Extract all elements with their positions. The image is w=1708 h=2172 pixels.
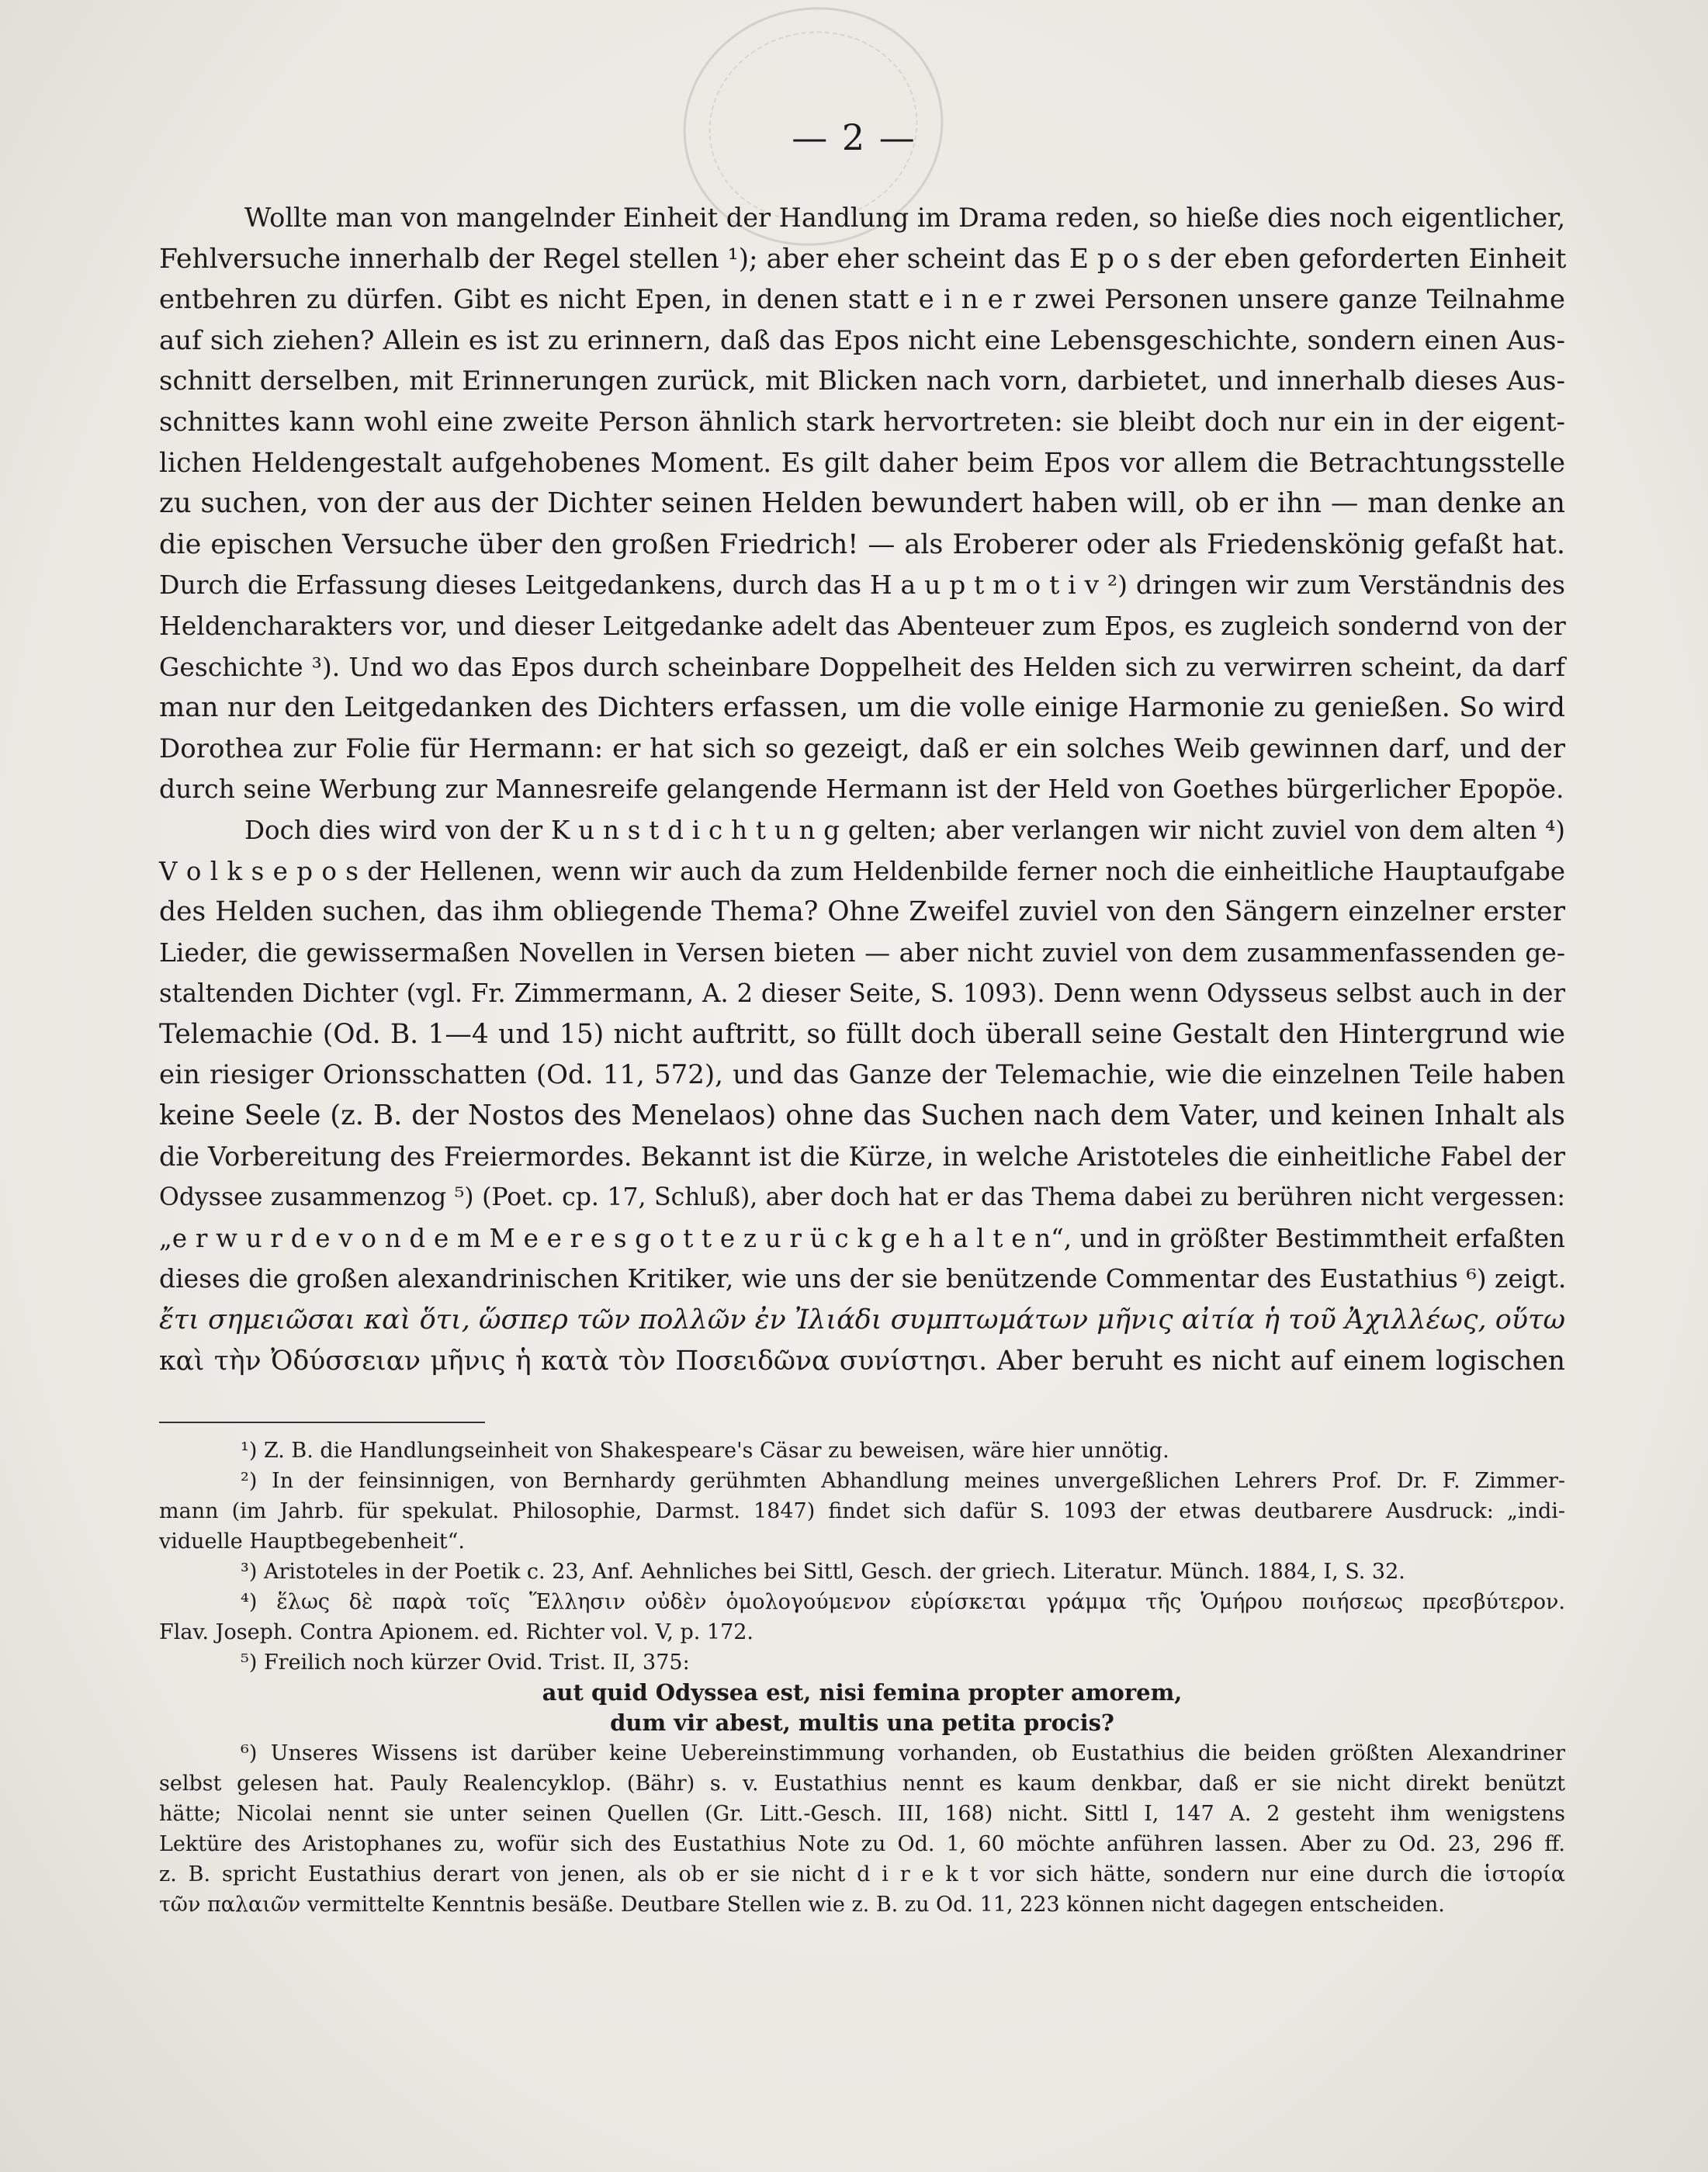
footnote-line: ⁶) Unseres Wissens ist darüber keine Uebereinstimmung vorhanden, ob Eustathius die beiden größten Alexandriner	[241, 1741, 1565, 1765]
text-line: Telemachie (Od. B. 1—4 und 15) nicht auftritt, so füllt doch überall seine Gestalt den Hintergrund wie	[159, 1018, 1565, 1050]
text-line: dieses die großen alexandrinischen Kritiker, wie uns der sie benützende Commentar des Eustathius ⁶) zeigt.	[159, 1263, 1567, 1294]
text-line: zu suchen, von der aus der Dichter seinen Helden bewundert haben will, ob er ihn — man denke an	[159, 487, 1565, 520]
text-line: des Helden suchen, das ihm obliegende Thema? Ohne Zweifel zuviel von den Sängern einzelner erster	[159, 896, 1565, 928]
footnote-separator	[159, 1422, 485, 1423]
verse-line: aut quid Odyssea est, nisi femina propter amorem,	[542, 1679, 1183, 1706]
footnote-line: z. B. spricht Eustathius derart von jenen, als ob er sie nicht d i r e k t vor sich hätte, sondern nur eine durch die ἱστορία	[159, 1862, 1565, 1886]
footnote-line: τῶν παλαιῶν vermittelte Kenntnis besäße. Deutbare Stellen wie z. B. zu Od. 11, 223 können nicht dagegen entscheiden.	[159, 1893, 1445, 1917]
text-line: καὶ τὴν Ὀδύσσειαν μῆνις ἡ κατὰ τὸν Ποσειδῶνα συνίστησι. Aber beruht es nicht auf einem logischen	[159, 1345, 1565, 1377]
footnote-line: viduelle Hauptbegebenheit“.	[159, 1529, 465, 1554]
text-line: keine Seele (z. B. der Nostos des Menelaos) ohne das Suchen nach dem Vater, und keinen Inhalt als	[159, 1100, 1565, 1132]
footnote-line: ⁴) ἕλως δὲ παρὰ τοῖς Ἕλλησιν οὐδὲν ὁμολογούμενον εὑρίσκεται γράμμα τῆς Ὁμήρου ποιήσεως πρεσβύτερον.	[241, 1590, 1565, 1614]
text-line: lichen Heldengestalt aufgehobenes Moment. Es gilt daher beim Epos vor allem die Betrachtungsstelle	[159, 447, 1565, 479]
text-line: Lieder, die gewissermaßen Novellen in Versen bieten — aber nicht zuviel von dem zusammenfassenden ge-	[159, 937, 1565, 968]
text-line: schnitt derselben, mit Erinnerungen zurück, mit Blicken nach vorn, darbietet, und innerhalb dieses Aus-	[159, 365, 1565, 397]
text-line: Fehlversuche innerhalb der Regel stellen ¹); aber eher scheint das E p o s der eben geforderten Einheit	[159, 243, 1567, 275]
text-line: Dorothea zur Folie für Hermann: er hat sich so gezeigt, daß er ein solches Weib gewinnen darf, und der	[159, 733, 1565, 764]
text-line: auf sich ziehen? Allein es ist zu erinnern, daß das Epos nicht eine Lebensgeschichte, sondern einen Aus-	[159, 324, 1565, 356]
text-line: ein riesiger Orionsschatten (Od. 11, 572), und das Ganze der Telemachie, wie die einzelnen Teile haben	[159, 1059, 1565, 1091]
main-text	[159, 198, 1565, 1381]
text-line: entbehren zu dürfen. Gibt es nicht Epen, in denen statt e i n e r zwei Personen unsere ganze Teilnahme	[159, 284, 1565, 316]
text-line: die epischen Versuche über den großen Friedrich! — als Eroberer oder als Friedenskönig gefaßt hat.	[159, 528, 1565, 560]
text-line: schnittes kann wohl eine zweite Person ähnlich stark hervortreten: sie bleibt doch nur ein in der eigent-	[159, 406, 1565, 438]
text-line: Doch dies wird von der K u n s t d i c h t u n g gelten; aber verlangen wir nicht zuviel von dem alten ⁴)	[244, 815, 1565, 845]
text-line: Wollte man von mangelnder Einheit der Handlung im Drama reden, so hieße dies noch eigentlicher,	[244, 203, 1566, 233]
footnote-line: mann (im Jahrb. für spekulat. Philosophie, Darmst. 1847) findet sich dafür S. 1093 der etwas deutbarere Ausdruck: „indi-	[159, 1499, 1565, 1523]
text-line: man nur den Leitgedanken des Dichters erfassen, um die volle einige Harmonie zu genießen. So wird	[159, 692, 1565, 724]
text-line: V o l k s e p o s der Hellenen, wenn wir auch da zum Heldenbilde ferner noch die einheitliche Hauptaufgabe	[159, 856, 1565, 886]
text-line: Geschichte ³). Und wo das Epos durch scheinbare Doppelheit des Helden sich zu verwirren scheint, da darf	[159, 651, 1565, 682]
footnote-line: ¹) Z. B. die Handlungseinheit von Shakespeare's Cäsar zu beweisen, wäre hier unnötig.	[241, 1439, 1169, 1463]
text-line: „e r w u r d e v o n d e m M e e r e s g o t t e z u r ü c k g e h a l t e n“, und in größter Bestimmtheit erfaßten	[159, 1223, 1565, 1253]
footnotes	[159, 1436, 1565, 1920]
verse-line: dum vir abest, multis una petita procis?	[610, 1710, 1114, 1736]
footnote-line: ⁵) Freilich noch kürzer Ovid. Trist. II, 375:	[241, 1651, 690, 1675]
text-line: Heldencharakters vor, und dieser Leitgedanke adelt das Abenteuer zum Epos, es zugleich sondernd von der	[159, 610, 1566, 641]
footnote-line: ²) In der feinsinnigen, von Bernhardy gerühmten Abhandlung meines unvergeßlichen Lehrers Prof. Dr. F. Zimmer-	[241, 1469, 1565, 1493]
text-line: durch seine Werbung zur Mannesreife gelangende Hermann ist der Held von Goethes bürgerlicher Epopöe.	[159, 774, 1564, 805]
greek-quote-line: ἔτι σημειῶσαι καὶ ὅτι, ὥσπερ τῶν πολλῶν ἐν Ἰλιάδι συμπτωμάτων μῆνις αἰτία ἡ τοῦ Ἀχιλλέως, οὕτω	[159, 1304, 1565, 1336]
text-line: Durch die Erfassung dieses Leitgedankens, durch das H a u p t m o t i v ²) dringen wir zum Verständnis des	[159, 570, 1565, 601]
text-line: staltenden Dichter (vgl. Fr. Zimmermann, A. 2 dieser Seite, S. 1093). Denn wenn Odysseus selbst auch in der	[159, 979, 1565, 1009]
footnote-line: Flav. Joseph. Contra Apionem. ed. Richter vol. V, p. 172.	[159, 1620, 754, 1644]
text-line: die Vorbereitung des Freiermordes. Bekannt ist die Kürze, in welche Aristoteles die einheitliche Fabel der	[159, 1141, 1565, 1172]
footnote-line: hätte; Nicolai nennt sie unter seinen Quellen (Gr. Litt.-Gesch. III, 168) nicht. Sittl I, 147 A. 2 gesteht ihm wenigstens	[159, 1802, 1565, 1826]
text-line: Odyssee zusammenzog ⁵) (Poet. cp. 17, Schluß), aber doch hat er das Thema dabei zu berühren nicht vergessen:	[159, 1183, 1565, 1212]
footnote-line: ³) Aristoteles in der Poetik c. 23, Anf. Aehnliches bei Sittl, Gesch. der griech. Literatur. Münch. 1884, I, S. 32.	[241, 1560, 1405, 1584]
page-number: — 2 —	[792, 116, 916, 158]
footnote-line: Lektüre des Aristophanes zu, wofür sich des Eustathius Note zu Od. 1, 60 möchte anführen lassen. Aber zu Od. 23, 296 ff.	[159, 1832, 1565, 1856]
footnote-line: selbst gelesen hat. Pauly Realencyklop. (Bähr) s. v. Eustathius nennt es kaum denkbar, daß er sie nicht direkt benützt	[159, 1772, 1565, 1796]
